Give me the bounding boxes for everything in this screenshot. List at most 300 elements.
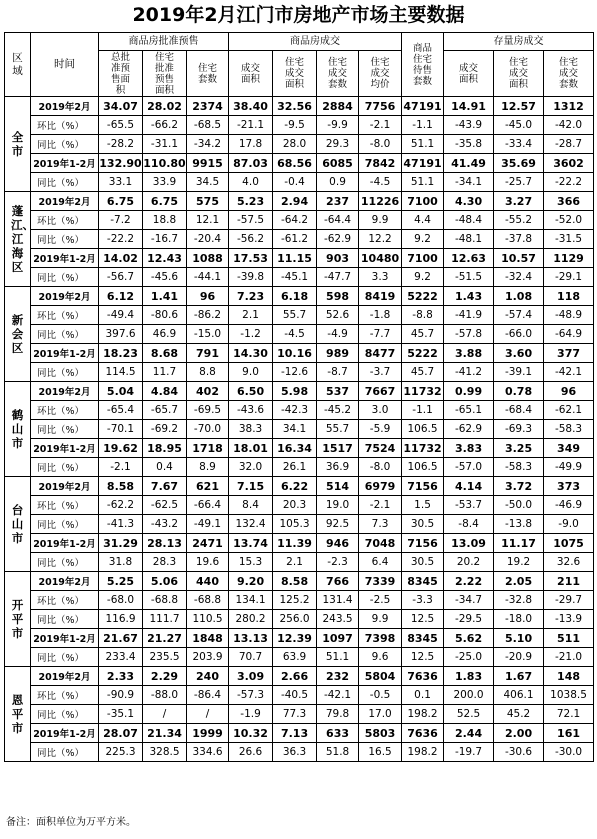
value-cell: -64.4 [317,211,359,230]
value-cell: 18.23 [99,344,143,363]
value-cell: 1075 [544,534,594,553]
value-cell: -30.0 [544,743,594,762]
value-cell: 10.57 [494,249,544,268]
region-cell: 恩平市 [5,667,31,762]
value-cell: 1.83 [444,667,494,686]
table-row [5,116,594,135]
value-cell: / [187,705,229,724]
value-cell: -49.9 [544,458,594,477]
table-row [5,724,594,743]
value-cell: 5.04 [99,382,143,401]
value-cell: -31.1 [143,135,187,154]
value-cell: 7636 [402,724,444,743]
value-cell: -42.0 [544,116,594,135]
value-cell: -33.4 [494,135,544,154]
row-label: 2019年2月 [31,667,99,686]
value-cell: -7.2 [99,211,143,230]
header-col-3: 成交面积 [229,51,273,97]
value-cell: 31.29 [99,534,143,553]
value-cell: 6979 [359,477,402,496]
value-cell: 45.7 [402,363,444,382]
value-cell: 7524 [359,439,402,458]
value-cell: -57.3 [229,686,273,705]
value-cell: 87.03 [229,154,273,173]
value-cell: -62.9 [317,230,359,249]
header-col-1: 住宅批准预售面积 [143,51,187,97]
value-cell: -45.1 [273,268,317,287]
value-cell: 7398 [359,629,402,648]
row-label: 2019年2月 [31,192,99,211]
value-cell: -8.0 [359,135,402,154]
value-cell: 3.3 [359,268,402,287]
value-cell: 8419 [359,287,402,306]
value-cell: 5.62 [444,629,494,648]
row-label: 同比（%） [31,420,99,439]
value-cell: 406.1 [494,686,544,705]
value-cell: 791 [187,344,229,363]
value-cell: -29.5 [444,610,494,629]
value-cell: -49.4 [99,306,143,325]
value-cell: -68.0 [99,591,143,610]
value-cell: 6.75 [99,192,143,211]
value-cell: -22.2 [99,230,143,249]
value-cell: 7100 [402,249,444,268]
value-cell: -34.2 [187,135,229,154]
value-cell: 46.9 [143,325,187,344]
value-cell: 92.5 [317,515,359,534]
value-cell: -9.9 [317,116,359,135]
row-label: 2019年2月 [31,382,99,401]
table-row [5,439,594,458]
value-cell: -9.0 [544,515,594,534]
value-cell: 1517 [317,439,359,458]
value-cell: -65.1 [444,401,494,420]
value-cell: 41.49 [444,154,494,173]
value-cell: 19.0 [317,496,359,515]
value-cell: -37.8 [494,230,544,249]
value-cell: -29.1 [544,268,594,287]
table-row [5,192,594,211]
value-cell: 32.0 [229,458,273,477]
value-cell: 70.7 [229,648,273,667]
value-cell: 2.66 [273,667,317,686]
value-cell: -52.0 [544,211,594,230]
table-row [5,306,594,325]
region-cell: 台山市 [5,477,31,572]
header-col-0: 总批准预售面积 [99,51,143,97]
value-cell: 2.00 [494,724,544,743]
row-label: 2019年1-2月 [31,154,99,173]
value-cell: -68.5 [187,116,229,135]
value-cell: 621 [187,477,229,496]
value-cell: 232 [317,667,359,686]
value-cell: 373 [544,477,594,496]
value-cell: 1097 [317,629,359,648]
value-cell: 3.83 [444,439,494,458]
value-cell: -53.7 [444,496,494,515]
value-cell: -2.1 [359,496,402,515]
table-row [5,363,594,382]
row-label: 同比（%） [31,363,99,382]
row-label: 环比（%） [31,496,99,515]
table-row [5,344,594,363]
value-cell: -39.1 [494,363,544,382]
value-cell: 9.2 [402,230,444,249]
value-cell: 21.34 [143,724,187,743]
value-cell: 7048 [359,534,402,553]
row-label: 环比（%） [31,306,99,325]
value-cell: -88.0 [143,686,187,705]
table-row [5,420,594,439]
page-title: 2019年2月江门市房地产市场主要数据 [132,4,465,26]
value-cell: -9.5 [273,116,317,135]
value-cell: 7.23 [229,287,273,306]
table-row [5,97,594,116]
value-cell: 8345 [402,572,444,591]
value-cell: 20.3 [273,496,317,515]
value-cell: 8.4 [229,496,273,515]
value-cell: -0.4 [273,173,317,192]
data-table [4,32,594,762]
value-cell: 105.3 [273,515,317,534]
table-row [5,268,594,287]
value-cell: 6.50 [229,382,273,401]
value-cell: 16.5 [359,743,402,762]
value-cell: 12.57 [494,97,544,116]
value-cell: -61.2 [273,230,317,249]
header-col-6: 住宅成交均价 [359,51,402,97]
value-cell: -16.7 [143,230,187,249]
value-cell: -48.4 [444,211,494,230]
value-cell: -8.0 [359,458,402,477]
value-cell: 2.29 [143,667,187,686]
value-cell: 1.43 [444,287,494,306]
value-cell: 514 [317,477,359,496]
value-cell: -68.8 [187,591,229,610]
value-cell: -8.8 [402,306,444,325]
value-cell: -64.2 [273,211,317,230]
value-cell: 148 [544,667,594,686]
value-cell: 0.99 [444,382,494,401]
value-cell: 55.7 [273,306,317,325]
value-cell: 1999 [187,724,229,743]
value-cell: -2.1 [359,116,402,135]
header-col-10: 住宅成交套数 [544,51,594,97]
row-label: 同比（%） [31,325,99,344]
value-cell: 9.20 [229,572,273,591]
value-cell: 4.0 [229,173,273,192]
value-cell: 334.6 [187,743,229,762]
value-cell: 110.5 [187,610,229,629]
value-cell: 6.75 [143,192,187,211]
value-cell: -68.8 [143,591,187,610]
value-cell: 2.33 [99,667,143,686]
value-cell: 3.60 [494,344,544,363]
value-cell: 11732 [402,439,444,458]
value-cell: 125.2 [273,591,317,610]
row-label: 同比（%） [31,743,99,762]
row-label: 环比（%） [31,116,99,135]
value-cell: 7156 [402,534,444,553]
value-cell: 17.0 [359,705,402,724]
value-cell: -44.1 [187,268,229,287]
value-cell: 200.0 [444,686,494,705]
value-cell: 1038.5 [544,686,594,705]
value-cell: 2374 [187,97,229,116]
value-cell: 51.1 [402,135,444,154]
value-cell: 8.8 [187,363,229,382]
value-cell: -41.2 [444,363,494,382]
region-cell: 全市 [5,97,31,192]
value-cell: 131.4 [317,591,359,610]
value-cell: -66.0 [494,325,544,344]
value-cell: -21.1 [229,116,273,135]
value-cell: -20.4 [187,230,229,249]
value-cell: 397.6 [99,325,143,344]
value-cell: 237 [317,192,359,211]
value-cell: 1088 [187,249,229,268]
value-cell: 16.34 [273,439,317,458]
value-cell: 3.88 [444,344,494,363]
value-cell: 402 [187,382,229,401]
value-cell: 11.39 [273,534,317,553]
value-cell: 111.7 [143,610,187,629]
header-stock-trade-group: 存量房成交 [444,33,594,51]
value-cell: 106.5 [402,420,444,439]
value-cell: -8.4 [444,515,494,534]
value-cell: -65.5 [99,116,143,135]
value-cell: 14.30 [229,344,273,363]
table-row [5,135,594,154]
value-cell: 280.2 [229,610,273,629]
table-row [5,230,594,249]
value-cell: -1.8 [359,306,402,325]
value-cell: -28.7 [544,135,594,154]
value-cell: -69.5 [187,401,229,420]
row-label: 同比（%） [31,230,99,249]
value-cell: 12.1 [187,211,229,230]
row-label: 2019年1-2月 [31,439,99,458]
table-row [5,743,594,762]
value-cell: 11.17 [494,534,544,553]
value-cell: -40.5 [273,686,317,705]
value-cell: -68.4 [494,401,544,420]
value-cell: 377 [544,344,594,363]
value-cell: 243.5 [317,610,359,629]
value-cell: 9.6 [359,648,402,667]
value-cell: -1.2 [229,325,273,344]
value-cell: 7.67 [143,477,187,496]
value-cell: 8345 [402,629,444,648]
value-cell: -86.4 [187,686,229,705]
row-label: 2019年2月 [31,97,99,116]
value-cell: 1129 [544,249,594,268]
value-cell: 17.8 [229,135,273,154]
value-cell: -57.5 [229,211,273,230]
value-cell: -64.9 [544,325,594,344]
value-cell: 19.62 [99,439,143,458]
value-cell: 51.1 [402,173,444,192]
value-cell: 106.5 [402,458,444,477]
value-cell: 2.05 [494,572,544,591]
row-label: 同比（%） [31,610,99,629]
value-cell: 3.25 [494,439,544,458]
value-cell: 5222 [402,287,444,306]
value-cell: 1.67 [494,667,544,686]
value-cell: -3.3 [402,591,444,610]
value-cell: 26.6 [229,743,273,762]
value-cell: 946 [317,534,359,553]
value-cell: 161 [544,724,594,743]
value-cell: -80.6 [143,306,187,325]
value-cell: 34.1 [273,420,317,439]
value-cell: 7.13 [273,724,317,743]
value-cell: 1.08 [494,287,544,306]
row-label: 2019年1-2月 [31,629,99,648]
value-cell: 235.5 [143,648,187,667]
value-cell: 2.44 [444,724,494,743]
value-cell: 96 [544,382,594,401]
value-cell: 132.90 [99,154,143,173]
value-cell: -65.7 [143,401,187,420]
value-cell: 198.2 [402,705,444,724]
table-row [5,686,594,705]
value-cell: 0.1 [402,686,444,705]
value-cell: -57.8 [444,325,494,344]
table-row [5,211,594,230]
value-cell: 5803 [359,724,402,743]
value-cell: 2.1 [273,553,317,572]
row-label: 同比（%） [31,515,99,534]
value-cell: -39.8 [229,268,273,287]
value-cell: -69.2 [143,420,187,439]
value-cell: 96 [187,287,229,306]
value-cell: 2884 [317,97,359,116]
value-cell: 6.12 [99,287,143,306]
table-row [5,534,594,553]
value-cell: -58.3 [544,420,594,439]
value-cell: 10.16 [273,344,317,363]
value-cell: 1848 [187,629,229,648]
value-cell: 79.8 [317,705,359,724]
value-cell: -4.9 [317,325,359,344]
header-presale-group: 商品房批准预售 [99,33,229,51]
header-col-2: 住宅套数 [187,51,229,97]
value-cell: 47191 [402,154,444,173]
value-cell: 28.3 [143,553,187,572]
value-cell: -43.9 [444,116,494,135]
table-row [5,249,594,268]
value-cell: -49.1 [187,515,229,534]
value-cell: 18.95 [143,439,187,458]
value-cell: 0.78 [494,382,544,401]
value-cell: 1.5 [402,496,444,515]
row-label: 2019年1-2月 [31,344,99,363]
value-cell: 12.5 [402,648,444,667]
value-cell: -55.2 [494,211,544,230]
value-cell: -2.5 [359,591,402,610]
value-cell: -1.1 [402,401,444,420]
value-cell: 3.09 [229,667,273,686]
value-cell: -13.9 [544,610,594,629]
value-cell: 2.22 [444,572,494,591]
value-cell: -42.1 [544,363,594,382]
value-cell: -21.0 [544,648,594,667]
value-cell: -35.8 [444,135,494,154]
header-unsold: 商品住宅待售套数 [402,33,444,97]
value-cell: 4.30 [444,192,494,211]
value-cell: 5.06 [143,572,187,591]
value-cell: 68.56 [273,154,317,173]
table-row [5,515,594,534]
value-cell: -4.5 [273,325,317,344]
value-cell: 13.13 [229,629,273,648]
value-cell: -34.7 [444,591,494,610]
value-cell: 45.7 [402,325,444,344]
row-label: 同比（%） [31,705,99,724]
value-cell: -69.3 [494,420,544,439]
value-cell: -20.9 [494,648,544,667]
value-cell: 1718 [187,439,229,458]
table-row [5,458,594,477]
value-cell: 3.72 [494,477,544,496]
value-cell: 537 [317,382,359,401]
value-cell: -56.7 [99,268,143,287]
value-cell: -4.5 [359,173,402,192]
value-cell: 2.94 [273,192,317,211]
value-cell: -62.2 [99,496,143,515]
value-cell: 47191 [402,97,444,116]
value-cell: -12.6 [273,363,317,382]
table-row [5,591,594,610]
header-time: 时间 [31,33,99,97]
value-cell: 7667 [359,382,402,401]
row-label: 2019年2月 [31,572,99,591]
value-cell: 5.25 [99,572,143,591]
value-cell: 3.27 [494,192,544,211]
value-cell: -43.6 [229,401,273,420]
value-cell: 9.9 [359,610,402,629]
value-cell: -70.1 [99,420,143,439]
value-cell: 7100 [402,192,444,211]
value-cell: 34.5 [187,173,229,192]
value-cell: 12.2 [359,230,402,249]
value-cell: 8.68 [143,344,187,363]
value-cell: 8.9 [187,458,229,477]
header-region: 区域 [5,33,31,97]
table-row [5,553,594,572]
value-cell: 7756 [359,97,402,116]
value-cell: 7842 [359,154,402,173]
value-cell: 19.6 [187,553,229,572]
value-cell: 19.2 [494,553,544,572]
value-cell: 7156 [402,477,444,496]
value-cell: 12.5 [402,610,444,629]
value-cell: -18.0 [494,610,544,629]
value-cell: 35.69 [494,154,544,173]
table-row [5,572,594,591]
value-cell: 51.1 [317,648,359,667]
value-cell: 6.18 [273,287,317,306]
value-cell: -45.0 [494,116,544,135]
value-cell: -45.6 [143,268,187,287]
value-cell: 14.91 [444,97,494,116]
value-cell: 132.4 [229,515,273,534]
value-cell: 328.5 [143,743,187,762]
value-cell: -47.7 [317,268,359,287]
value-cell: 29.3 [317,135,359,154]
value-cell: -30.6 [494,743,544,762]
